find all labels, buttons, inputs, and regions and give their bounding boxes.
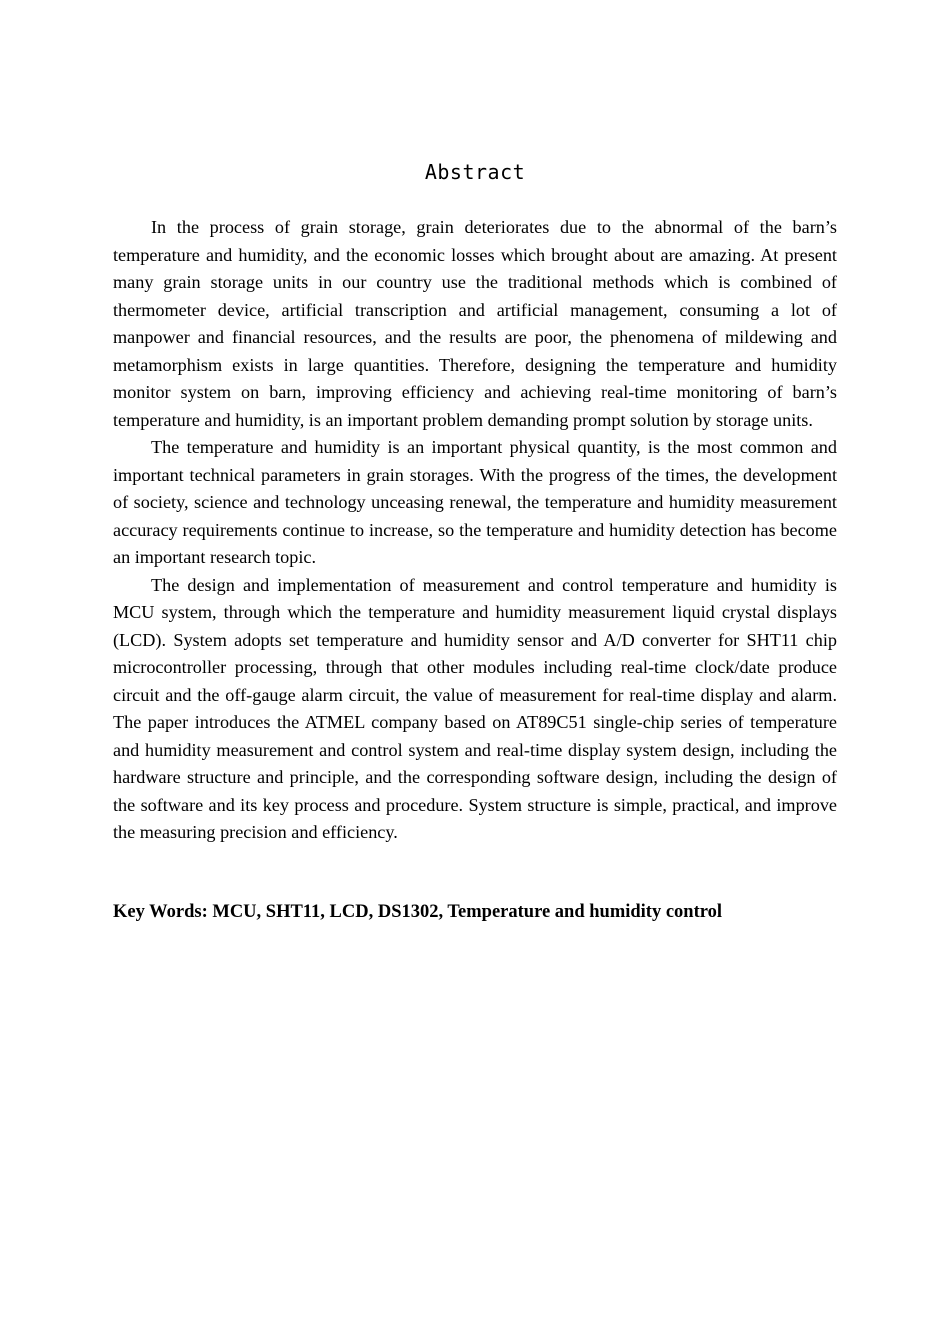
keywords-line: Key Words: MCU, SHT11, LCD, DS1302, Temperature and humidity control xyxy=(113,902,723,922)
page-title: Abstract xyxy=(424,160,526,184)
abstract-paragraph-1: In the process of grain storage, grain deteriorates due to the abnormal of the barn’s temperature and humidity, and the economic losses which brought about are amazing. At present many grain storage units in our country use the traditional methods which is combined of thermometer device, artificial transcription and artificial management, consuming a lot of manpower and financial resources, and the results are poor, the phenomena of mildewing and metamorphism exists in large quantities. Therefore, designing the temperature and humidity monitor system on barn, improving efficiency and achieving real-time monitoring of barn’s temperature and humidity, is an important problem demanding prompt solution by storage units. xyxy=(113,217,837,430)
abstract-paragraph-2: The temperature and humidity is an important physical quantity, is the most common and important technical parameters in grain storages. With the progress of the times, the development of society, science and technology unceasing renewal, the temperature and humidity measurement accuracy requirements continue to increase, so the temperature and humidity detection has become an important research topic. xyxy=(113,437,837,567)
abstract-body xyxy=(113,214,837,847)
abstract-paragraph-3: The design and implementation of measurement and control temperature and humidity is MCU system, through which the temperature and humidity measurement liquid crystal displays (LCD). System adopts set temperature and humidity sensor and A/D converter for SHT11 chip microcontroller processing, through that other modules including real-time clock/date produce circuit and the off-gauge alarm circuit, the value of measurement for real-time display and alarm. The paper introduces the ATMEL company based on AT89C51 single-chip series of temperature and humidity measurement and control system and real-time display system design, including the hardware structure and principle, and the corresponding software design, including the design of the software and its key process and procedure. System structure is simple, practical, and improve the measuring precision and efficiency. xyxy=(113,574,837,842)
